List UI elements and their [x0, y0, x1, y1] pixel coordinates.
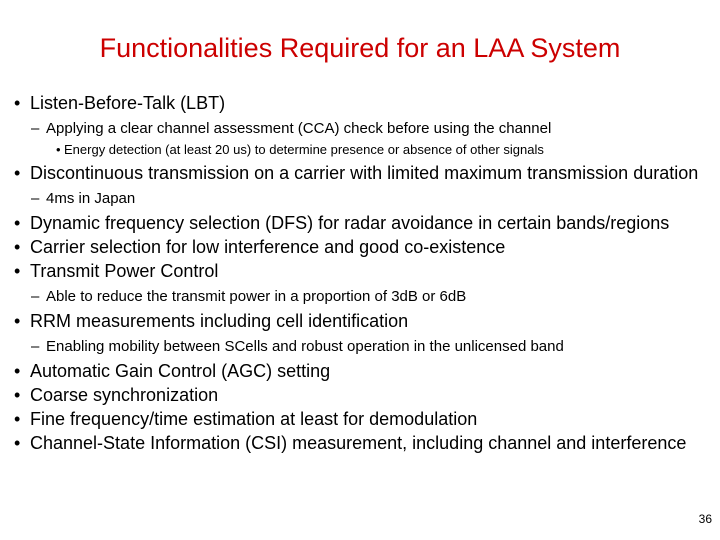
bullet-item-agc: [14, 359, 704, 383]
bullet-icon: •: [14, 237, 21, 257]
bullet-item-transmit-power-control: [14, 259, 704, 283]
bullet-icon: •: [14, 93, 21, 113]
bullet-text: Transmit Power Control: [30, 261, 219, 281]
sub-item-text: Able to reduce the transmit power in a proportion of 3dB or 6dB: [46, 288, 467, 305]
bullet-text: RRM measurements including cell identification: [30, 311, 409, 331]
sub-item-text: 4ms in Japan: [46, 190, 136, 207]
bullet-icon: •: [14, 311, 21, 331]
sub-sub-item-text: Energy detection (at least 20 us) to determine presence or absence of other signals: [64, 142, 544, 157]
slide-title: Functionalities Required for an LAA System: [99, 33, 621, 63]
bullet-text: Listen-Before-Talk (LBT): [30, 93, 226, 113]
bullet-text: Coarse synchronization: [30, 385, 219, 405]
bullet-icon: •: [56, 142, 61, 157]
bullet-icon: •: [14, 213, 21, 233]
bullet-item-discontinuous-transmission: [14, 161, 704, 185]
bullet-icon: •: [14, 433, 21, 453]
bullet-text: Channel-State Information (CSI) measurement, including channel and interference: [30, 433, 687, 453]
bullet-icon: •: [14, 409, 21, 429]
sub-item-mobility: [14, 337, 704, 356]
bullet-text: Carrier selection for low interference and good co-existence: [30, 237, 506, 257]
bullet-text: Automatic Gain Control (AGC) setting: [30, 361, 331, 381]
sub-item-cca: [14, 119, 704, 138]
sub-item-power-reduction: [14, 287, 704, 306]
bullet-text: Fine frequency/time estimation at least for demodulation: [30, 409, 478, 429]
bullet-item-csi-measurement: [14, 431, 704, 455]
bullet-text: Dynamic frequency selection (DFS) for radar avoidance in certain bands/regions: [30, 213, 670, 233]
bullet-item-dfs: [14, 211, 704, 235]
bullet-item-coarse-sync: [14, 383, 704, 407]
sub-item-japan: [14, 189, 704, 208]
dash-icon: –: [31, 120, 40, 137]
bullet-icon: •: [14, 385, 21, 405]
bullet-icon: •: [14, 261, 21, 281]
bullet-text: Discontinuous transmission on a carrier with limited maximum transmission duration: [30, 163, 699, 183]
sub-sub-item-energy-detection: [14, 141, 704, 158]
bullet-list: [14, 88, 704, 455]
dash-icon: –: [31, 288, 40, 305]
dash-icon: –: [31, 338, 40, 355]
bullet-item-fine-estimation: [14, 407, 704, 431]
sub-item-text: Enabling mobility between SCells and robust operation in the unlicensed band: [46, 338, 564, 355]
bullet-item-carrier-selection: [14, 235, 704, 259]
dash-icon: –: [31, 190, 40, 207]
bullet-icon: •: [14, 163, 21, 183]
sub-item-text: Applying a clear channel assessment (CCA) check before using the channel: [46, 120, 552, 137]
bullet-item-rrm-measurements: [14, 309, 704, 333]
page-number: 36: [698, 512, 712, 526]
bullet-icon: •: [14, 361, 21, 381]
bullet-item-lbt: [14, 91, 704, 115]
